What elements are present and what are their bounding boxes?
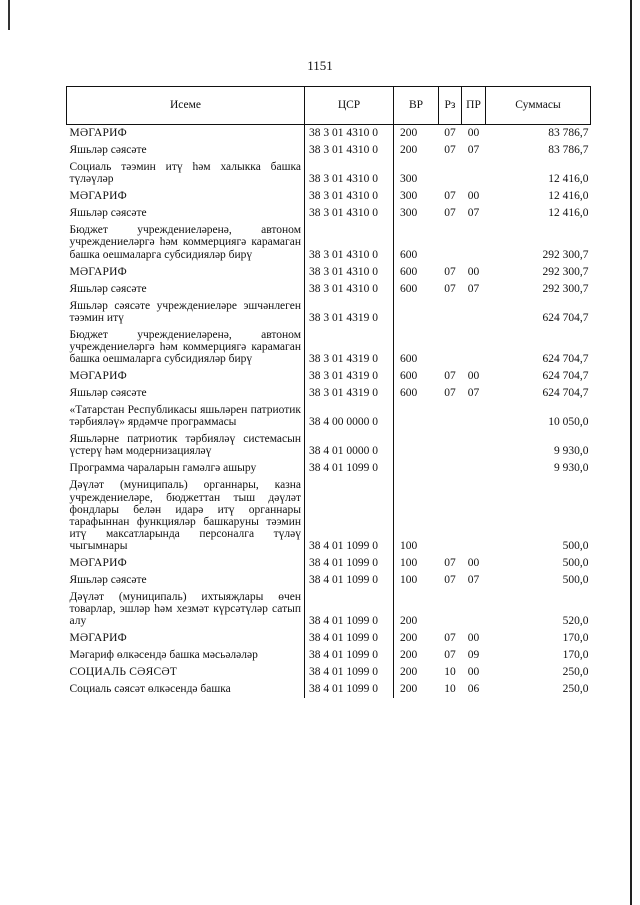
cell-name: Дәүләт (муниципаль) органнары, казна учреждениеләре, бюджеттан тыш дәүләт фондлары белән идарә итү органнары тарафыннан функцияләр башкаруны тәэмин итү максатларында персоналга түләү чыгымнары [69,479,301,552]
cell-vr: 200 [400,615,418,628]
header-pr: ПР [462,87,486,125]
cell-rz [439,402,462,431]
cell-csr: 38 4 01 1099 0 [305,589,394,630]
table-row [67,647,591,664]
table-row [67,142,591,159]
cell-sum: 9 930,0 [554,445,589,458]
cell-csr: 38 4 01 1099 0 [305,477,394,554]
cell-csr: 38 4 01 1099 0 [305,572,394,589]
cell-sum: 170,0 [562,632,589,645]
cell-pr: 07 [467,207,480,220]
table-row [67,205,591,222]
cell-pr: 07 [467,387,480,400]
cell-name: Мәгариф өлкәсендә башка мәсьәләләр [69,649,258,662]
cell-csr: 38 3 01 4310 0 [305,188,394,205]
cell-sum: 9 930,0 [554,462,589,475]
cell-csr: 38 3 01 4310 0 [305,142,394,159]
page-number: 1151 [307,58,333,73]
cell-pr [462,431,486,460]
cell-name: СОЦИАЛЬ СӘЯСӘТ [69,666,178,679]
cell-rz: 07 [444,370,456,382]
cell-sum: 624 704,7 [542,311,589,324]
table-row [67,298,591,327]
cell-name: Бюджет учреждениеләренә, автоном учреждениеләргә һәм коммерциягә карамаган башка оешмаларга субсидияләр бирү [69,224,301,261]
cell-vr: 600 [400,387,418,400]
cell-vr [394,298,439,327]
cell-name: МӘГАРИФ [69,632,127,645]
cell-rz [439,431,462,460]
cell-rz: 07 [439,125,462,143]
table-row [67,188,591,205]
cell-name: Бюджет учреждениеләренә, автоном учреждениеләргә һәм коммерциягә карамаган башка оешмаларга субсидияләр бирү [69,328,301,365]
cell-sum: 624 704,7 [542,352,589,365]
table-row [67,222,591,263]
cell-pr: 00 [467,370,480,382]
cell-name: Социаль тәэмин итү һәм халыкка башка түләүләр [69,161,301,186]
cell-rz [439,589,462,630]
table-row [67,681,591,698]
header-sum: Суммасы [486,87,591,125]
cell-name: МӘГАРИФ [69,556,127,569]
cell-csr: 38 4 01 0000 0 [305,431,394,460]
table-header [67,87,591,125]
cell-sum: 250,0 [562,683,589,696]
cell-vr: 600 [400,352,418,365]
cell-sum: 250,0 [562,666,589,679]
cell-csr: 38 4 01 1099 0 [305,681,394,698]
cell-pr: 07 [467,573,480,586]
cell-csr: 38 4 01 1099 0 [305,630,394,647]
cell-vr: 100 [400,573,418,586]
cell-vr: 600 [400,370,418,382]
cell-vr: 200 [400,683,418,696]
table-row [67,589,591,630]
scan-right-edge [630,0,632,905]
cell-vr [394,460,439,477]
header-row [67,87,591,125]
cell-name: Яшьләр сәясәте [69,387,147,400]
cell-name: Яшьләрне патриотик тәрбияләү системасын үстерү һәм модернизацияләү [69,433,301,458]
cell-name: Яшьләр сәясәте [69,144,147,157]
cell-sum: 12 416,0 [548,173,589,186]
cell-sum: 624 704,7 [542,370,589,382]
cell-name: МӘГАРИФ [67,125,305,143]
cell-sum: 12 416,0 [548,190,589,203]
cell-csr: 38 4 01 1099 0 [305,647,394,664]
cell-csr: 38 3 01 4319 0 [305,327,394,368]
table-body [67,125,591,699]
scan-left-mark [8,0,10,30]
cell-vr: 200 [400,666,418,679]
cell-vr: 300 [400,173,418,186]
cell-pr [462,402,486,431]
cell-vr: 300 [400,207,418,220]
table-row [67,159,591,188]
cell-name: Социаль сәясәт өлкәсендә башка [69,683,231,696]
cell-rz: 07 [444,573,456,586]
budget-table [66,86,591,698]
cell-pr [462,159,486,188]
cell-pr: 00 [467,265,480,278]
cell-rz [439,327,462,368]
cell-vr: 200 [400,649,418,662]
cell-rz: 10 [444,666,456,679]
cell-vr: 600 [400,248,418,261]
cell-rz [439,298,462,327]
cell-vr: 600 [400,282,418,295]
budget-table-container [66,86,590,698]
table-row [67,281,591,298]
cell-sum: 292 300,7 [542,248,589,261]
cell-sum: 12 416,0 [548,207,589,220]
cell-pr: 07 [467,144,480,157]
cell-rz [439,222,462,263]
table-row [67,572,591,589]
table-row [67,125,591,143]
cell-name: Яшьләр сәясәте учреждениеләре эшчәнлеген тәэмин итү [69,299,301,324]
cell-csr: 38 4 01 1099 0 [305,460,394,477]
table-row [67,460,591,477]
cell-sum: 500,0 [562,539,589,552]
table-row [67,630,591,647]
cell-csr: 38 4 01 1099 0 [305,664,394,681]
cell-pr: 00 [467,632,480,645]
cell-vr: 600 [400,265,418,278]
table-row [67,431,591,460]
cell-name: МӘГАРИФ [69,370,127,382]
table-row [67,555,591,572]
cell-csr: 38 3 01 4310 0 [305,222,394,263]
cell-rz [439,460,462,477]
cell-vr: 100 [400,539,418,552]
cell-name: Дәүләт (муниципаль) ихтыяҗлары өчен товарлар, эшләр һәм хезмәт күрсәтүләр сатып алу [69,590,301,628]
cell-rz: 07 [444,190,456,203]
cell-rz: 07 [444,649,456,662]
cell-sum: 292 300,7 [542,265,589,278]
cell-rz: 07 [444,282,456,295]
cell-name: Яшьләр сәясәте [69,282,147,295]
table-row [67,264,591,281]
header-rz: Рз [439,87,462,125]
cell-rz: 07 [444,265,456,278]
cell-csr: 38 4 00 0000 0 [305,402,394,431]
table-row [67,385,591,402]
cell-name: МӘГАРИФ [69,265,127,278]
cell-rz: 07 [444,144,456,157]
cell-rz: 10 [444,683,456,696]
cell-pr: 00 [467,666,480,679]
cell-sum: 170,0 [562,649,589,662]
cell-csr: 38 3 01 4310 0 [305,281,394,298]
cell-pr [462,327,486,368]
cell-rz [439,159,462,188]
table-row [67,664,591,681]
cell-rz [439,477,462,554]
cell-vr [394,402,439,431]
cell-name: Яшьләр сәясәте [69,207,147,220]
cell-csr: 38 3 01 4310 0 [305,264,394,281]
cell-rz: 07 [444,207,456,220]
cell-pr [462,298,486,327]
cell-sum: 83 786,7 [486,125,591,143]
cell-vr: 300 [400,190,418,203]
cell-pr: 00 [467,556,480,569]
cell-sum: 500,0 [562,573,589,586]
cell-vr: 100 [400,556,418,569]
cell-pr: 00 [462,125,486,143]
cell-sum: 520,0 [562,615,589,628]
cell-csr: 38 3 01 4310 0 [305,205,394,222]
cell-csr: 38 3 01 4310 0 [305,125,394,143]
cell-pr [462,477,486,554]
table-row [67,402,591,431]
cell-vr: 200 [400,144,418,157]
table-row [67,368,591,385]
cell-vr: 200 [400,632,418,645]
cell-pr: 07 [467,282,480,295]
cell-pr [462,589,486,630]
cell-pr [462,460,486,477]
cell-csr: 38 3 01 4310 0 [305,159,394,188]
cell-sum: 292 300,7 [542,282,589,295]
cell-sum: 624 704,7 [542,387,589,400]
cell-name: Яшьләр сәясәте [69,573,147,586]
cell-pr: 09 [467,649,480,662]
cell-pr [462,222,486,263]
table-row [67,327,591,368]
cell-csr: 38 4 01 1099 0 [305,555,394,572]
cell-vr [394,431,439,460]
cell-pr: 06 [467,683,480,696]
cell-name: «Татарстан Республикасы яшьләрен патриотик тәрбияләү» ярдәмче программасы [69,404,301,429]
cell-rz: 07 [444,556,456,569]
cell-csr: 38 3 01 4319 0 [305,298,394,327]
header-name: Исеме [67,87,305,125]
cell-name: Программа чараларын гамәлгә ашыру [69,462,257,475]
header-vr: ВР [394,87,439,125]
cell-sum: 10 050,0 [548,416,589,429]
cell-rz: 07 [444,387,456,400]
cell-vr: 200 [394,125,439,143]
cell-rz: 07 [444,632,456,645]
cell-name: МӘГАРИФ [69,190,127,203]
header-csr: ЦСР [305,87,394,125]
cell-sum: 83 786,7 [548,144,589,157]
table-row [67,477,591,554]
cell-sum: 500,0 [562,556,589,569]
cell-csr: 38 3 01 4319 0 [305,368,394,385]
cell-csr: 38 3 01 4319 0 [305,385,394,402]
cell-pr: 00 [467,190,480,203]
